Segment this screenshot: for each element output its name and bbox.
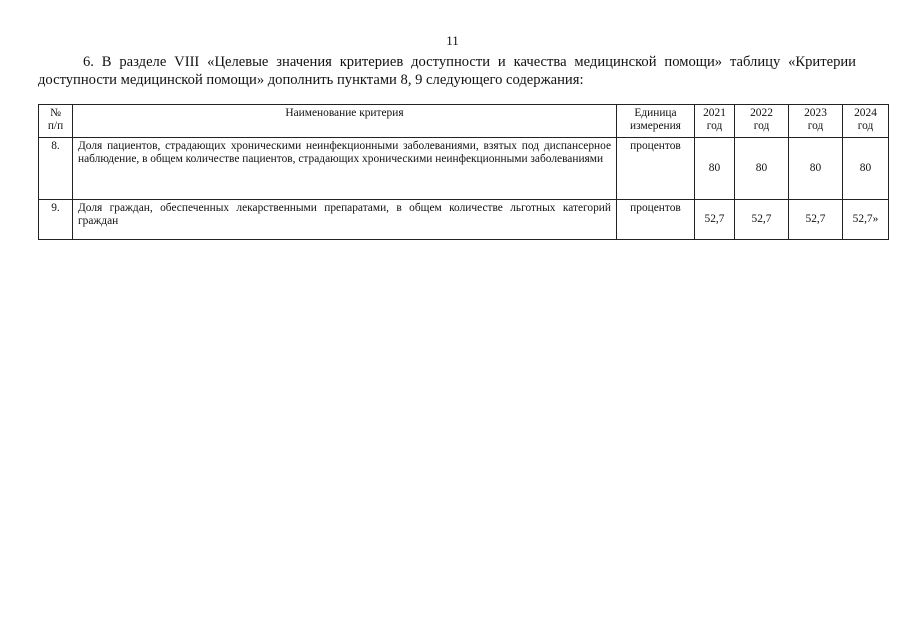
row-value-2024: 80 bbox=[843, 138, 889, 200]
row-value-2023: 80 bbox=[789, 138, 843, 200]
table-row bbox=[39, 138, 889, 200]
row-value-2021: 52,7 bbox=[695, 200, 735, 240]
row-unit: процентов bbox=[617, 200, 695, 240]
row-num: 9. bbox=[39, 200, 73, 240]
table-header-row bbox=[39, 105, 889, 138]
header-num: № п/п bbox=[39, 105, 73, 138]
intro-text: 6. В разделе VIII «Целевые значения критериев доступности и качества медицинской помощи» таблицу «Критерии доступности медицинской помощи» дополнить пунктами 8, 9 следующего содержания: bbox=[38, 54, 856, 88]
header-year-2022: 2022 год bbox=[735, 105, 789, 138]
header-unit: Единица измерения bbox=[617, 105, 695, 138]
row-value-2022: 52,7 bbox=[735, 200, 789, 240]
row-unit: процентов bbox=[617, 138, 695, 200]
row-criterion-name: Доля пациентов, страдающих хроническими неинфекционными заболеваниями, взятых под диспансерное наблюдение, в общем количестве пациентов, страдающих хроническими неинфекционными заболеваниями bbox=[73, 138, 617, 200]
row-value-2024: 52,7» bbox=[843, 200, 889, 240]
row-value-2021: 80 bbox=[695, 138, 735, 200]
header-year-2021: 2021 год bbox=[695, 105, 735, 138]
row-num: 8. bbox=[39, 138, 73, 200]
criteria-table bbox=[38, 104, 889, 240]
row-value-2022: 80 bbox=[735, 138, 789, 200]
header-year-2024: 2024 год bbox=[843, 105, 889, 138]
header-name: Наименование критерия bbox=[73, 105, 617, 138]
table-row bbox=[39, 200, 889, 240]
page-number: 11 bbox=[446, 33, 459, 48]
intro-paragraph bbox=[38, 53, 856, 89]
row-criterion-name: Доля граждан, обеспеченных лекарственными препаратами, в общем количестве льготных категорий граждан bbox=[73, 200, 617, 240]
row-value-2023: 52,7 bbox=[789, 200, 843, 240]
header-year-2023: 2023 год bbox=[789, 105, 843, 138]
